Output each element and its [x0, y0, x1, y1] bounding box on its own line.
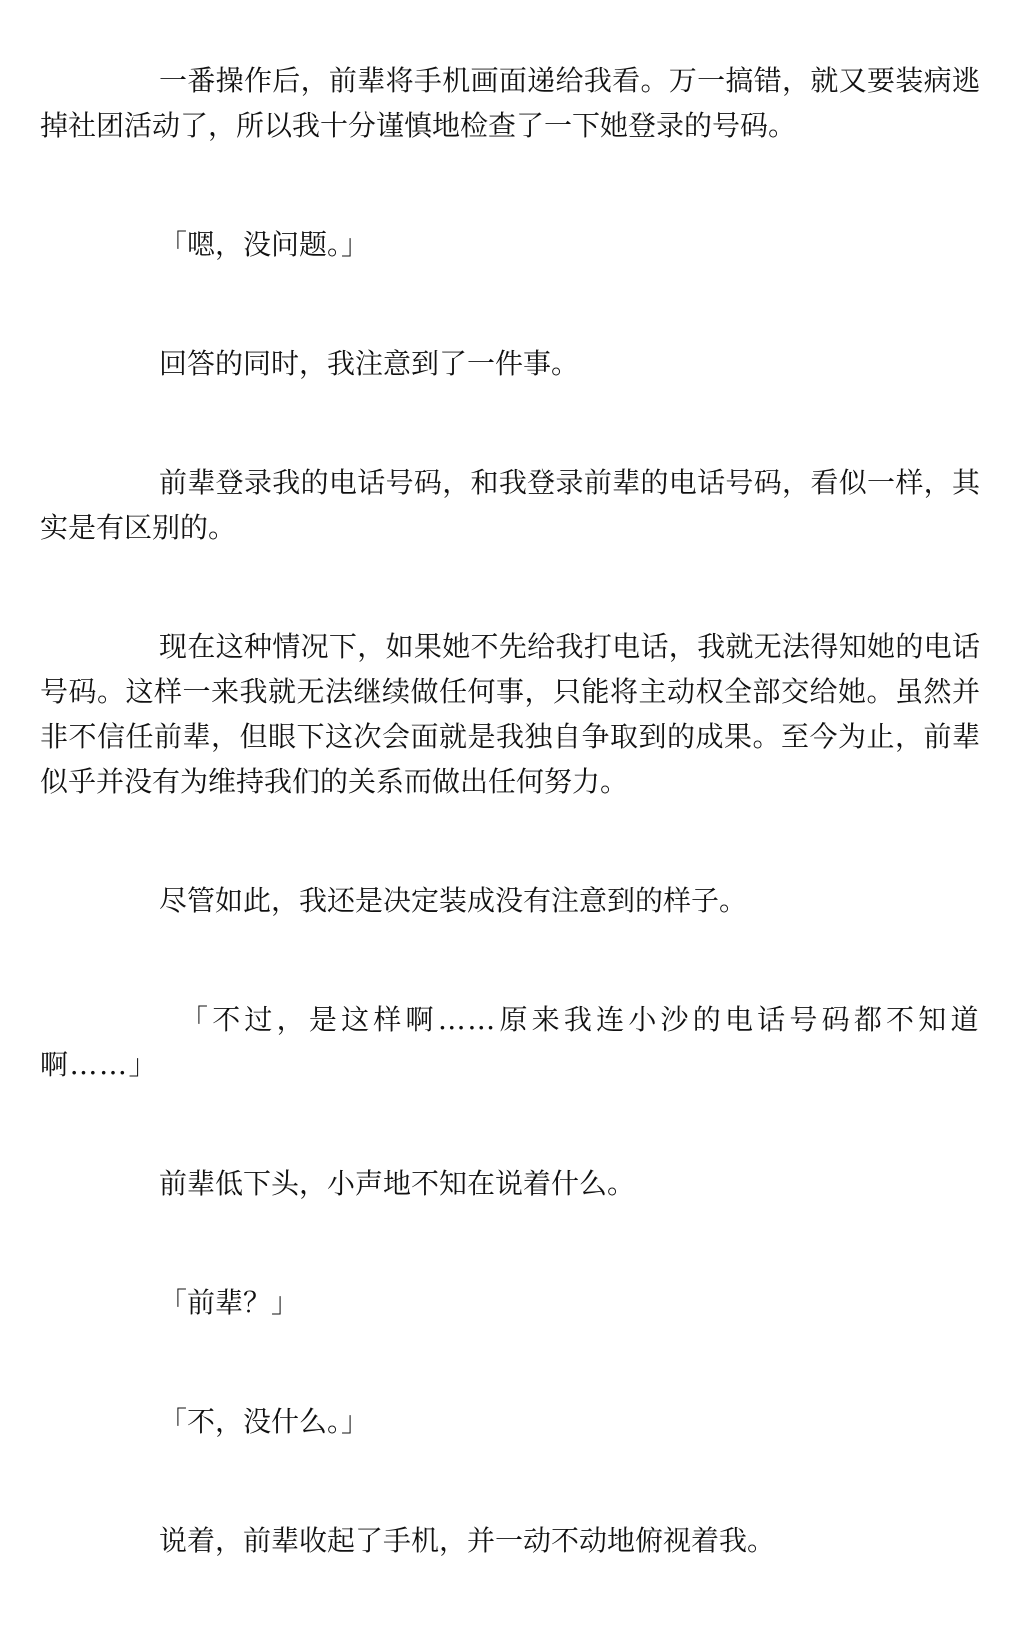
paragraph-phone-check: 一番操作后，前辈将手机画面递给我看。万一搞错，就又要装病逃掉社团活动了，所以我十分谨慎地检查了一下她登录的号码。 [40, 64, 980, 142]
dialogue-no-problem: 「嗯，没问题。」 [159, 228, 370, 261]
paragraph-difference: 前辈登录我的电话号码，和我登录前辈的电话号码，看似一样，其实是有区别的。 [40, 466, 980, 544]
paragraph-put-away-phone: 说着，前辈收起了手机，并一动不动地俯视着我。 [159, 1524, 776, 1557]
paragraph-situation: 现在这种情况下，如果她不先给我打电话，我就无法得知她的电话号码。这样一来我就无法继续做任何事，只能将主动权全部交给她。虽然并非不信任前辈，但眼下这次会面就是我独自争取到的成果。至今为止，前辈似乎并没有为维持我们的关系而做出任何努力。 [40, 630, 980, 798]
dialogue-senpai: 「前辈？」 [159, 1286, 300, 1319]
paragraph-noticed: 回答的同时，我注意到了一件事。 [159, 347, 580, 380]
dialogue-phone-number: 「不过，是这样啊……原来我连小沙的电话号码都不知道啊……」 [40, 1003, 980, 1081]
document-page [40, 58, 980, 1637]
paragraph-head-down: 前辈低下头，小声地不知在说着什么。 [159, 1167, 636, 1200]
dialogue-nothing: 「不，没什么。」 [159, 1405, 370, 1438]
paragraph-pretend: 尽管如此，我还是决定装成没有注意到的样子。 [159, 884, 748, 917]
